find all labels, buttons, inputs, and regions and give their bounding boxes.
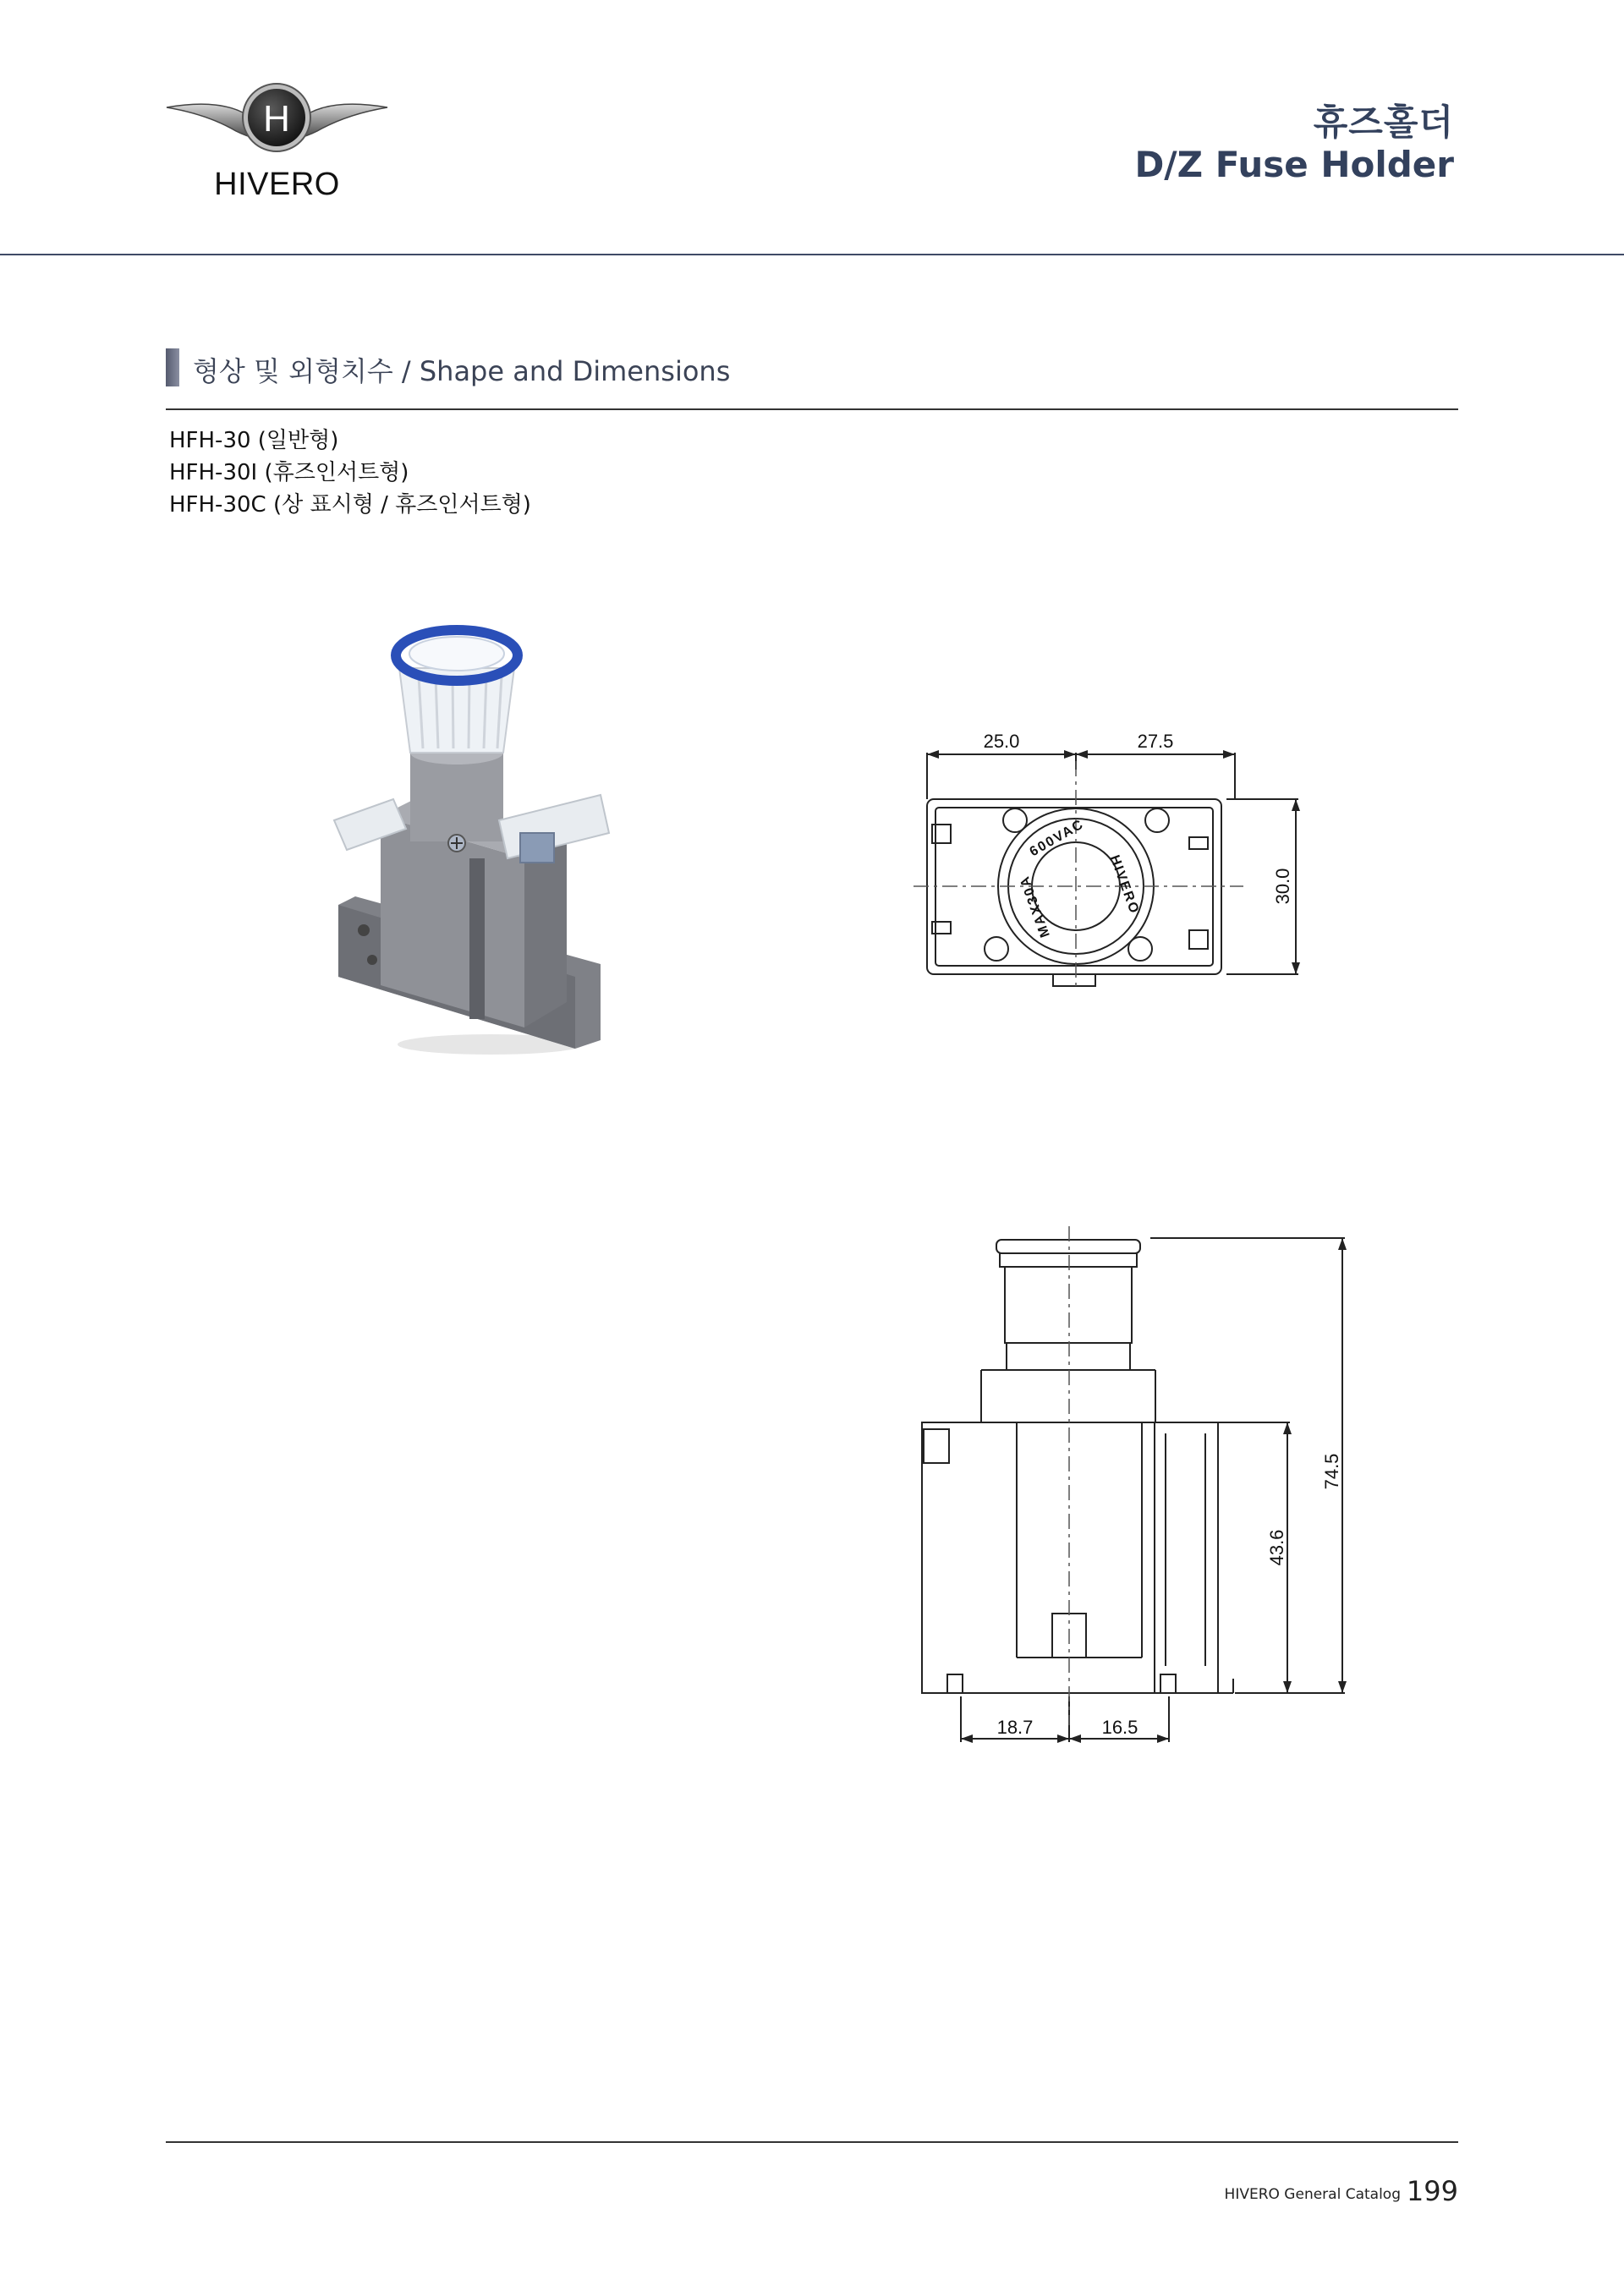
page-number: 199: [1406, 2175, 1458, 2207]
side-view-drawing: [897, 1226, 1370, 1767]
section-marker: [166, 348, 179, 386]
model-list: [169, 425, 531, 521]
dim-bottom-left: 18.7: [996, 1717, 1034, 1738]
header-divider: [0, 254, 1624, 255]
brand-logo: [165, 80, 389, 207]
dim-top-height: 30.0: [1272, 868, 1293, 905]
dim-top-right: 27.5: [1137, 731, 1174, 752]
page-title-korean: 휴즈홀더: [1313, 101, 1454, 143]
footer-divider: [166, 2141, 1458, 2143]
section-title: 형상 및 외형치수 / Shape and Dimensions: [193, 355, 731, 387]
top-view-drawing: [914, 727, 1336, 989]
footer-catalog-name: HIVERO General Catalog: [1224, 2186, 1401, 2203]
model-item: HFH-30C (상 표시형 / 휴즈인서트형): [169, 492, 531, 518]
logo-letter: H: [263, 98, 290, 140]
ring-text-top: 600VAC: [1027, 816, 1087, 860]
winged-h-logo-icon: [165, 80, 389, 165]
model-item: HFH-30I (휴즈인서트형): [169, 460, 409, 485]
dim-bottom-right: 16.5: [1101, 1717, 1138, 1738]
section-divider: [166, 408, 1458, 410]
ring-text-left: MAX30A: [1017, 873, 1053, 940]
model-item: HFH-30 (일반형): [169, 428, 339, 453]
brand-name: HIVERO: [214, 167, 340, 202]
page-title-english: D/Z Fuse Holder: [1134, 144, 1454, 185]
dim-top-left: 25.0: [983, 731, 1020, 752]
dim-total-height: 74.5: [1321, 1453, 1342, 1490]
ring-text-right: HIVERO: [1106, 853, 1142, 917]
product-photo: [321, 605, 626, 1061]
dim-body-height: 43.6: [1266, 1529, 1287, 1566]
